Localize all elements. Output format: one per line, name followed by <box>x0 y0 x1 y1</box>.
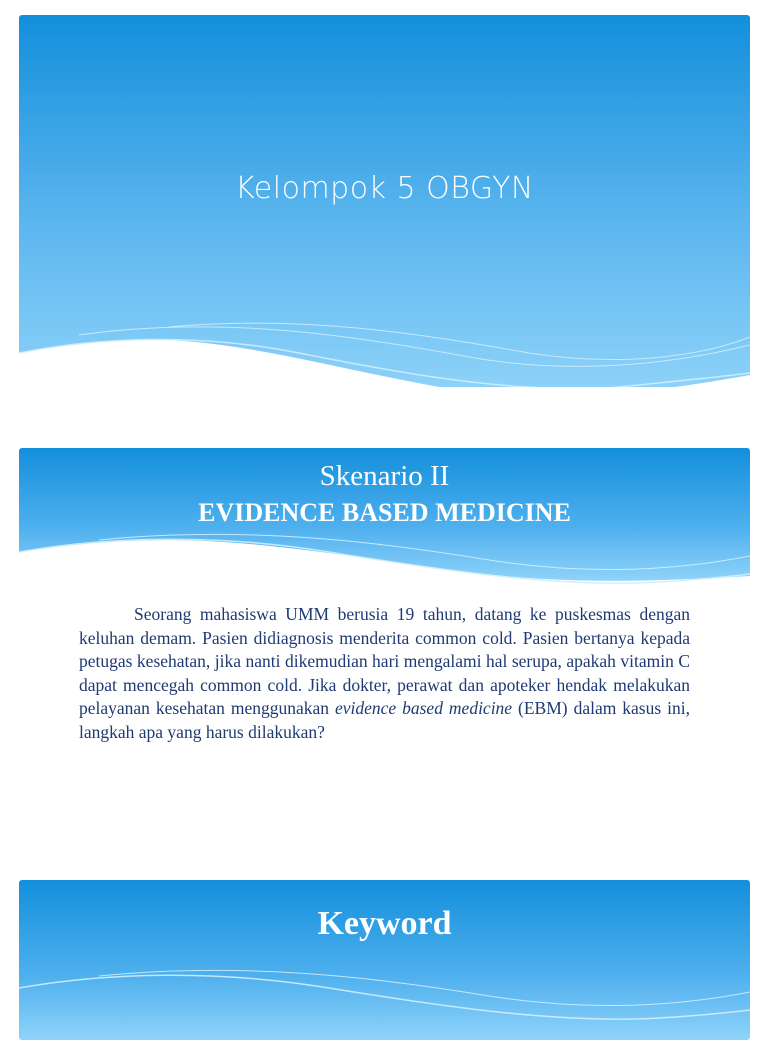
slide-title <box>19 15 750 387</box>
slide-heading: Skenario II <box>319 460 450 492</box>
slide-heading: Keyword <box>317 905 452 942</box>
slide-keyword <box>19 880 750 1040</box>
scenario-text-italic: evidence based medicine <box>334 698 513 719</box>
scenario-paragraph <box>79 603 690 745</box>
slide-scenario <box>19 448 750 818</box>
wave-background <box>19 880 750 1040</box>
slide-subheading: EVIDENCE BASED MEDICINE <box>198 498 571 527</box>
scenario-text-part1: Seorang mahasiswa UMM berusia 19 tahun, datang ke puskesmas dengan keluhan demam. Pasien didiagnosis menderita common cold. Pasien bertanya kepada petugas kesehatan, jika nanti dikemudian hari mengalami hal serupa, apakah vitamin C dapat mencegah common cold. Jika dokter, perawat dan apoteker hendak melakukan pelayanan kesehatan menggunakan <box>79 604 690 719</box>
slide-title-text: Kelompok 5 OBGYN <box>235 171 534 206</box>
scenario-text-part2: (EBM) dalam kasus ini, langkah apa yang harus dilakukan? <box>79 698 690 742</box>
